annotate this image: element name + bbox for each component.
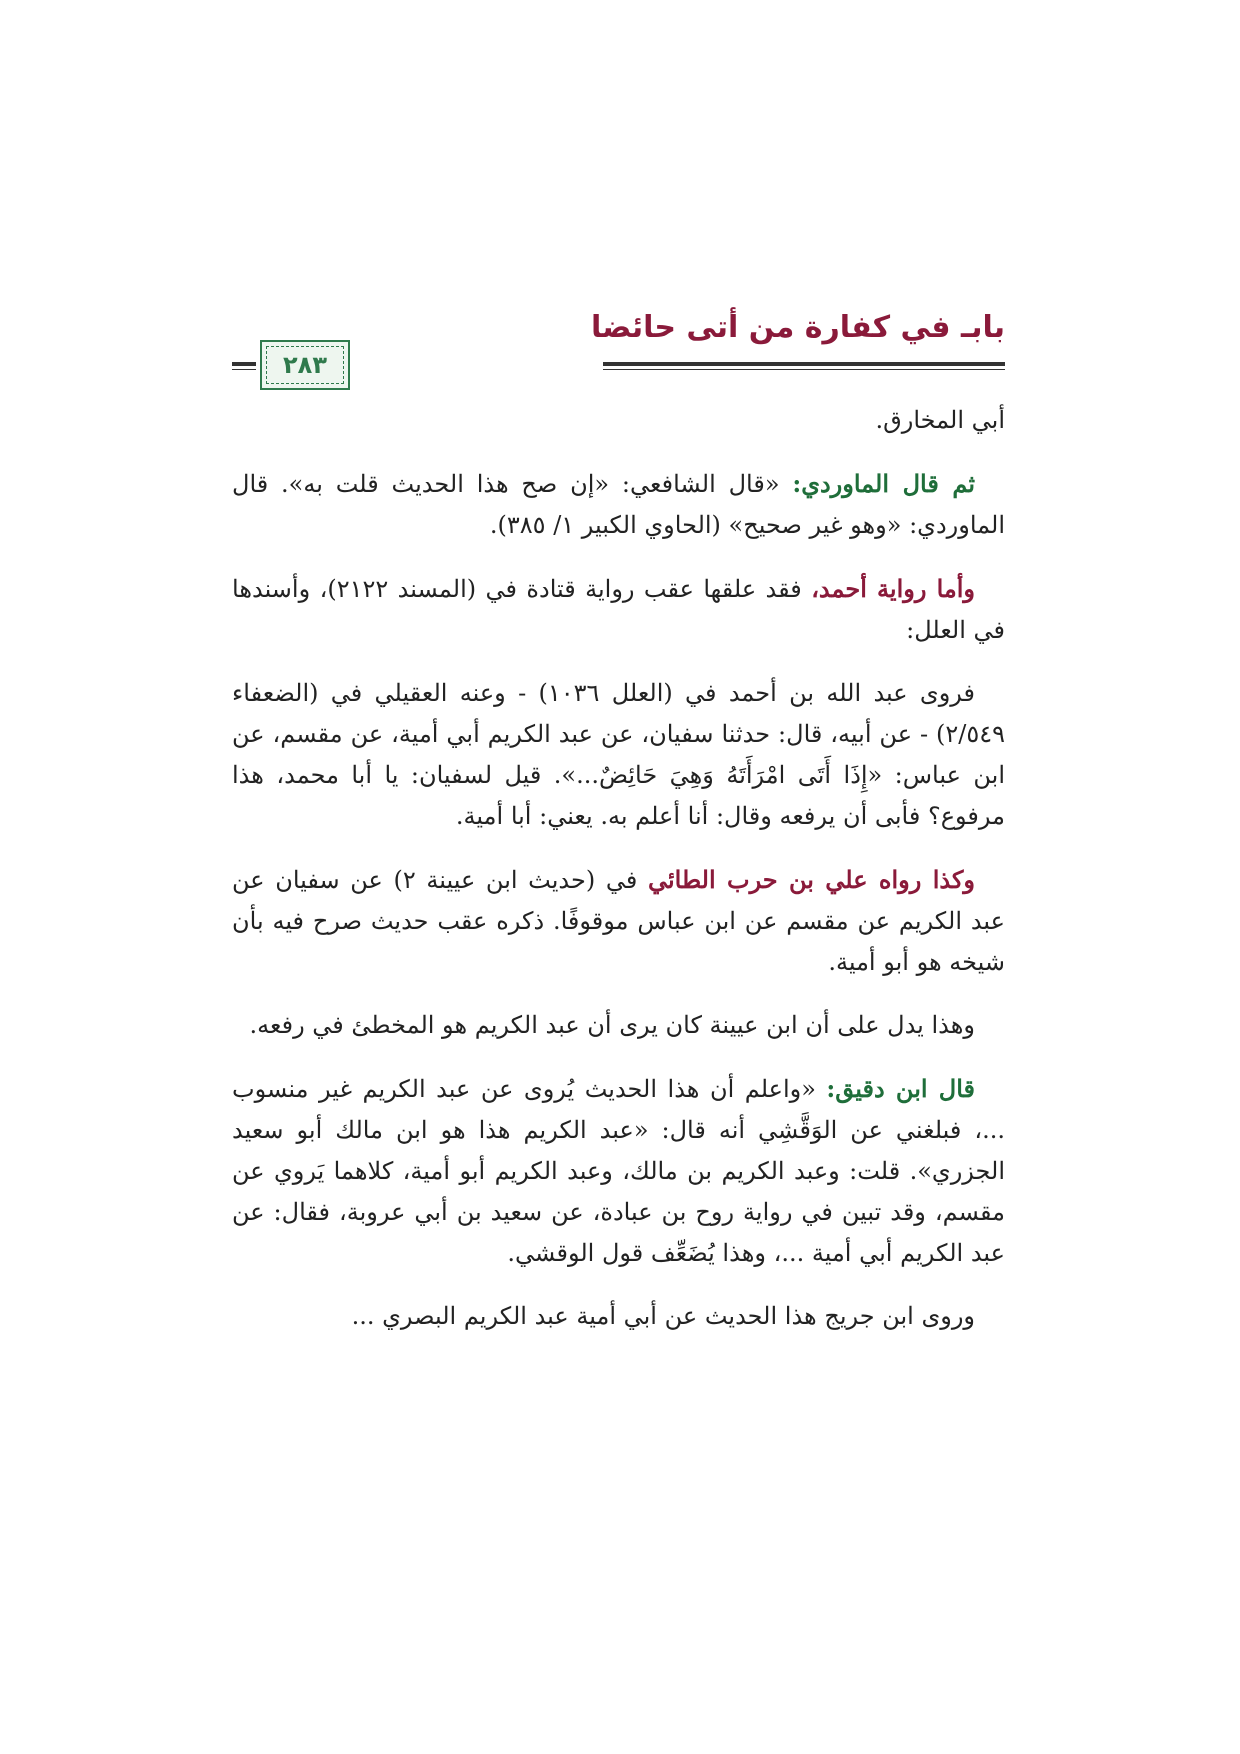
page-number-frame bbox=[260, 340, 350, 390]
paragraph-3 bbox=[232, 568, 1005, 651]
paragraph-7 bbox=[232, 1068, 1005, 1274]
paragraph-2-lead: ثم قال الماوردي: bbox=[792, 469, 976, 498]
paragraph-5-lead: وكذا رواه علي بن حرب الطائي bbox=[647, 865, 975, 894]
paragraph-5-text: في (حديث ابن عيينة ٢) عن سفيان عن عبد الكريم عن مقسم عن ابن عباس موقوفًا. ذكره عقب حديث صرح فيه بأن شيخه هو أبو أمية. bbox=[232, 866, 1005, 976]
page-number: ٢٨٣ bbox=[283, 351, 327, 379]
paragraph-4: فروى عبد الله بن أحمد في (العلل ١٠٣٦) - وعنه العقيلي في (الضعفاء ٢/٥٤٩) - عن أبيه، قال: حدثنا سفيان، عن عبد الكريم أبي أمية، عن مقسم، عن ابن عباس: «إِذَا أَتَى امْرَأَتَهُ وَهِيَ حَائِضٌ...». قيل لسفيان: يا أبا محمد، هذا مرفوع؟ فأبى أن يرفعه وقال: أنا أعلم به. يعني: أبا أمية. bbox=[232, 679, 1005, 830]
paragraph-7-lead: قال ابن دقيق: bbox=[826, 1074, 975, 1103]
paragraph-8: وروى ابن جريج هذا الحديث عن أبي أمية عبد الكريم البصري ... bbox=[351, 1302, 975, 1330]
page-body bbox=[232, 400, 1005, 1359]
paragraph-3-text: فقد علقها عقب رواية قتادة في (المسند ٢١٢٢)، وأسندها في العلل: bbox=[232, 575, 1005, 644]
paragraph-3-lead: وأما رواية أحمد، bbox=[811, 574, 975, 603]
page-header bbox=[232, 310, 1005, 390]
header-rule-left bbox=[232, 362, 256, 370]
paragraph-6: وهذا يدل على أن ابن عيينة كان يرى أن عبد الكريم هو المخطئ في رفعه. bbox=[249, 1011, 975, 1039]
paragraph-7-text: «واعلم أن هذا الحديث يُروى عن عبد الكريم غير منسوب ...، فبلغني عن الوَقَّشِي أنه قال: «عبد الكريم هذا هو ابن مالك أبو سعيد الجزري». قلت: وعبد الكريم بن مالك، وعبد الكريم أبو أمية، كلاهما يَروي عن مقسم، وقد تبين في رواية روح بن عبادة، عن سعيد بن أبي عروبة، فقال: عن عبد الكريم أبي أمية ...، وهذا يُضَعِّف قول الوقشي. bbox=[232, 1075, 1006, 1267]
paragraph-2-text: «قال الشافعي: «إن صح هذا الحديث قلت به». قال الماوردي: «وهو غير صحيح» (الحاوي الكبير ١/ ٣٨٥). bbox=[232, 470, 1005, 539]
paragraph-2 bbox=[232, 463, 1005, 546]
header-rule-right bbox=[603, 362, 1005, 370]
chapter-title: بابـ في كفارة من أتى حائضا bbox=[591, 310, 1005, 345]
paragraph-5 bbox=[232, 859, 1005, 983]
paragraph-1: أبي المخارق. bbox=[875, 406, 1005, 434]
